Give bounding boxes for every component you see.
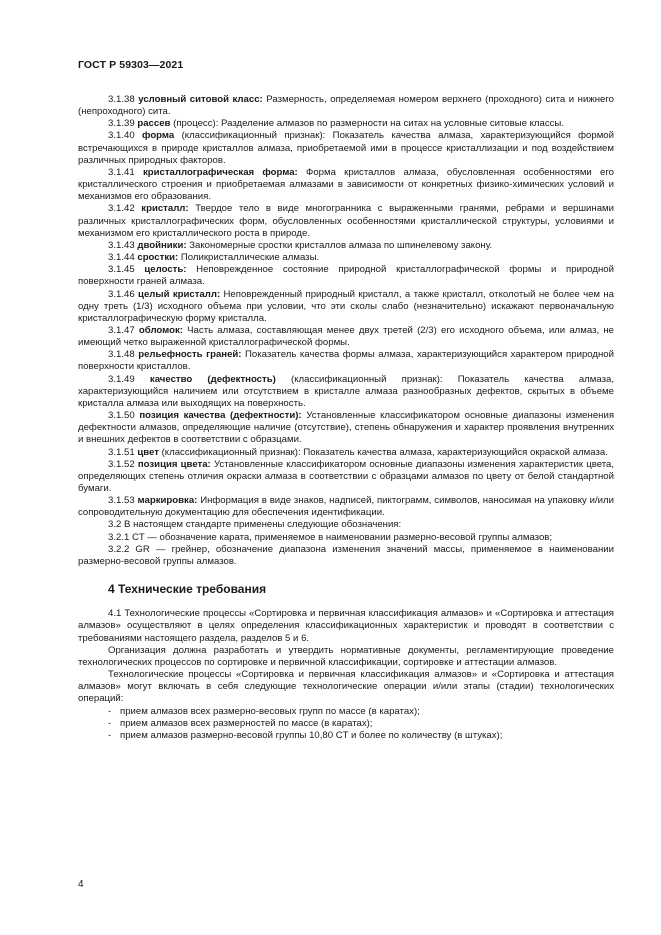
list-item: - прием алмазов размерно-весовой группы 10,80 CT и более по количеству (в штуках);	[108, 729, 503, 741]
term-3-1-40: 3.1.40 форма (классификационный признак): Показатель качества алмаза, характеризующийся формой встречающихся в природе кристаллов алмаза, приобретаемой ими в процессе кристаллизации и под воздействием различных природных факторов.	[78, 130, 614, 166]
list-item: - прием алмазов всех размерно-весовых групп по массе (в каратах);	[108, 705, 420, 717]
term-3-1-43: 3.1.43 двойники: Закономерные сростки кристаллов алмаза по шпинелевому закону.	[108, 239, 493, 251]
term-3-1-50: 3.1.50 позиция качества (дефектности): Установленные классификатором основные диапазоны изменения дефектности алмазов, определяющие наличие (отсутствие), степень обнаружения и характер проявления внутренних и внешних дефектов в соответствии с образцами.	[78, 410, 615, 446]
term-3-1-53: 3.1.53 маркировка: Информация в виде знаков, надписей, пиктограмм, символов, наносимая на упаковку и/или сопроводительную документацию для обеспечения идентификации.	[78, 495, 614, 519]
term-3-1-52: 3.1.52 позиция цвета: Установленные классификатором основные диапазоны изменения характеристик цвета, определяющих степень отличия окраски алмаза в соответствии с образцами алмазов по цвету от белой стандартной бумаги.	[78, 458, 614, 494]
term-3-1-42: 3.1.42 кристалл: Твердое тело в виде многогранника с выраженными гранями, ребрами и вершинами различных кристаллографических форм, обусловленных особенностями кристаллической структуры, условиями и механизмом его кристаллического роста в природе.	[78, 203, 615, 239]
section-paragraph: 4.1 Технологические процессы «Сортировка и первичная классификация алмазов» и «Сортировка и аттестация алмазов» осуществляют в целях определения классификационных характеристик и проводят в соответствии с требованиями настоящего раздела, разделов 5 и 6.	[78, 608, 614, 644]
term-3-1-48: 3.1.48 рельефность граней: Показатель качества формы алмаза, характеризующийся характером природной поверхности кристаллов.	[78, 349, 614, 373]
term-3-1-45: 3.1.45 целость: Неповрежденное состояние природной кристаллографической формы и природной поверхности граней алмаза.	[78, 264, 614, 288]
term-3-1-51: 3.1.51 цвет (классификационный признак): Показатель качества алмаза, характеризующийся окраской алмаза.	[108, 446, 608, 458]
section-paragraph: Организация должна разработать и утвердить нормативные документы, регламентирующие проведение технологических процессов по сортировке и первичной классификации, сортировке и аттестации алмазов.	[78, 644, 614, 668]
designations-intro: 3.2 В настоящем стандарте применены следующие обозначения:	[108, 519, 402, 531]
term-3-1-44: 3.1.44 сростки: Поликристаллические алмазы.	[108, 252, 320, 264]
term-3-1-49: 3.1.49 качество (дефектность) (классификационный признак): Показатель качества алмаза, характеризующийся наличием или отсутствием в кристалле алмаза разнообразных дефектов, скрытых в объеме кристалла алмаза или выходящих на поверхность.	[78, 373, 615, 409]
designation-gr: 3.2.2 GR — грейнер, обозначение диапазона изменения значений массы, применяемое в наименовании размерно-весовой группы алмазов.	[78, 543, 614, 567]
term-3-1-46: 3.1.46 целый кристалл: Неповрежденный природный кристалл, а также кристалл, отколотый не более чем на одну треть (1/3) исходного объема при условии, что эти сколы слабо (незначительно) искажают первоначальную кристаллографическую форму кристалла.	[78, 288, 614, 324]
list-item: - прием алмазов всех размерностей по массе (в каратах);	[108, 717, 373, 729]
term-3-1-39: 3.1.39 рассев (процесс): Разделение алмазов по размерности на ситах на условные ситовые классы.	[108, 118, 564, 130]
section-title: 4 Технические требования	[108, 582, 267, 597]
bullet-marker: -	[108, 717, 112, 729]
page-number: 4	[78, 879, 84, 890]
bullet-marker: -	[108, 729, 112, 741]
bullet-marker: -	[108, 705, 112, 717]
term-3-1-41: 3.1.41 кристаллографическая форма: Форма кристаллов алмаза, обусловленная особенностями его кристаллического строения и приобретаемая алмазами в зависимости от конкретных физико-химических условий и механизмов его образования.	[78, 166, 614, 203]
term-3-1-47: 3.1.47 обломок: Часть алмаза, составляющая менее двух третей (2/3) его исходного объема, или алмаз, не имеющий четко выраженной кристаллографической формы.	[78, 324, 614, 349]
term-3-1-38: 3.1.38 условный ситовой класс: Размерность, определяемая номером верхнего (проходного) сита и нижнего (непроходного) сита.	[78, 94, 614, 118]
designation-ct: 3.2.1 CT — обозначение карата, применяемое в наименовании размерно-весовой группы алмазов;	[108, 531, 553, 543]
section-paragraph: Технологические процессы «Сортировка и первичная классификация алмазов» и «Сортировка и аттестация алмазов» могут включать в себя следующие технологические операции и/или этапы (стадии) технологических операций:	[78, 669, 614, 705]
document-body	[78, 94, 614, 742]
document-header: ГОСТ Р 59303—2021	[78, 59, 184, 71]
